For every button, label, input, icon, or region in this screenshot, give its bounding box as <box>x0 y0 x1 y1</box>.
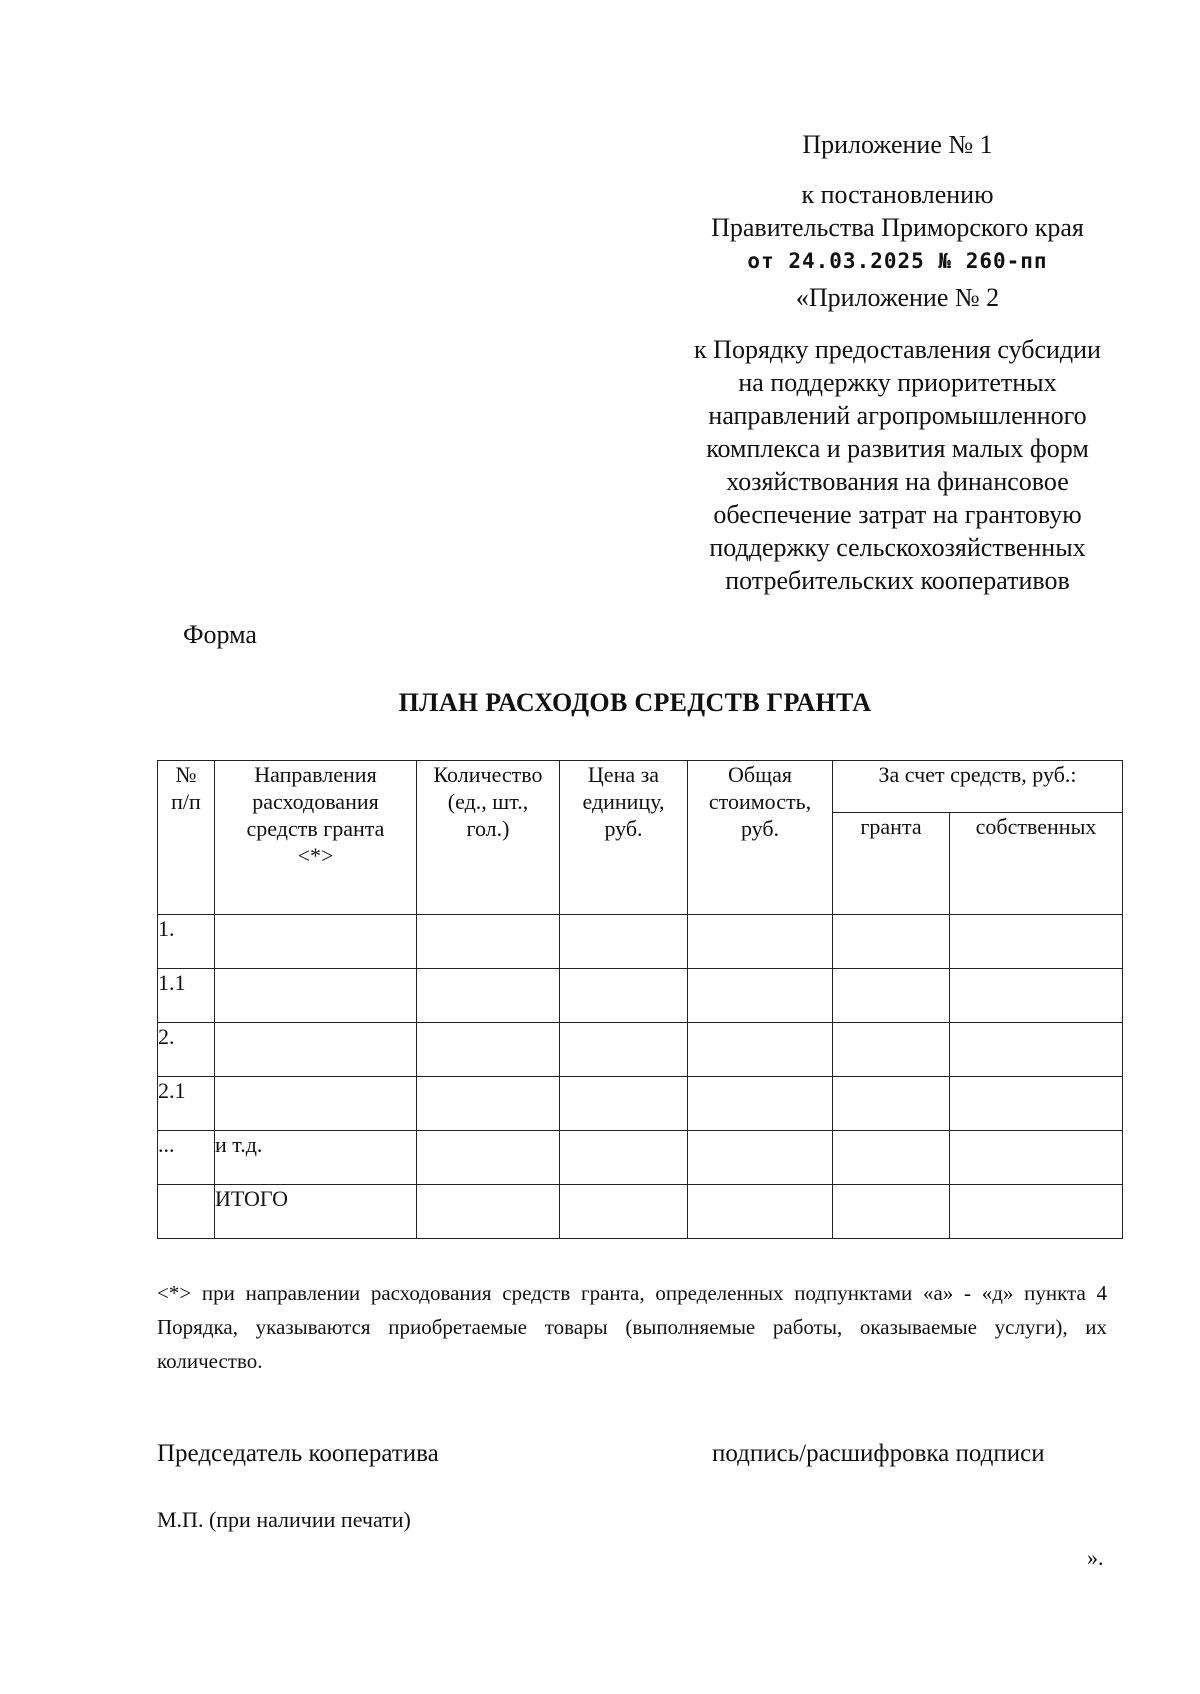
closing-quote: ». <box>1087 1545 1104 1570</box>
table-row <box>158 969 1123 1023</box>
procedure-line: обеспечение затрат на грантовую <box>713 500 1082 529</box>
to-resolution: к постановлению <box>801 180 994 209</box>
row-num: 1. <box>158 915 215 969</box>
row-unit-price[interactable] <box>560 1131 688 1185</box>
table-row <box>158 915 1123 969</box>
row-total-cost[interactable] <box>688 969 833 1023</box>
row-grant[interactable] <box>833 915 950 969</box>
row-own[interactable] <box>950 969 1123 1023</box>
header-direction: Направления расходования средств гранта <*> <box>215 761 417 915</box>
row-quantity[interactable] <box>417 969 560 1023</box>
header-own: собственных <box>950 813 1123 915</box>
row-unit-price[interactable] <box>560 915 688 969</box>
table-row <box>158 1077 1123 1131</box>
resolution-date-number: от 24.03.2025 № 260-пп <box>747 249 1048 273</box>
row-direction[interactable] <box>215 969 417 1023</box>
row-unit-price[interactable] <box>560 1077 688 1131</box>
row-quantity[interactable] <box>417 1131 560 1185</box>
row-total-cost[interactable] <box>688 1023 833 1077</box>
expense-plan-table <box>157 760 1123 1239</box>
row-direction: ИТОГО <box>215 1185 417 1239</box>
row-quantity[interactable] <box>417 1185 560 1239</box>
procedure-line: хозяйствования на финансовое <box>726 467 1069 496</box>
header-num: № п/п <box>158 761 215 915</box>
government-name: Правительства Приморского края <box>711 213 1084 242</box>
table-header-row <box>158 761 1123 813</box>
procedure-line: на поддержку приоритетных <box>738 368 1057 397</box>
row-own[interactable] <box>950 1185 1123 1239</box>
header-grant: гранта <box>833 813 950 915</box>
procedure-line: направлений агропромышленного <box>708 401 1087 430</box>
footnote: <*> при направлении расходования средств гранта, определенных подпунктами «а» - «д» пункта 4 Порядка, указываются приобретаемые товары (выполняемые работы, оказываемые услуги), их количество. <box>157 1281 1107 1373</box>
procedure-line: к Порядку предоставления субсидии <box>694 335 1101 364</box>
row-num: 1.1 <box>158 969 215 1023</box>
row-unit-price[interactable] <box>560 1023 688 1077</box>
procedure-line: потребительских кооперативов <box>725 566 1070 595</box>
procedure-line: поддержку сельскохозяйственных <box>709 533 1086 562</box>
row-own[interactable] <box>950 1131 1123 1185</box>
row-num: ... <box>158 1131 215 1185</box>
row-num: 2. <box>158 1023 215 1077</box>
table-row <box>158 1023 1123 1077</box>
row-grant[interactable] <box>833 1077 950 1131</box>
row-unit-price[interactable] <box>560 969 688 1023</box>
procedure-reference <box>615 333 1180 597</box>
header-total-cost: Общая стоимость, руб. <box>688 761 833 915</box>
seal-label: М.П. (при наличии печати) <box>157 1507 411 1532</box>
row-grant[interactable] <box>833 969 950 1023</box>
row-quantity[interactable] <box>417 915 560 969</box>
header-unit-price: Цена за единицу, руб. <box>560 761 688 915</box>
row-own[interactable] <box>950 1023 1123 1077</box>
row-total-cost[interactable] <box>688 1185 833 1239</box>
row-direction[interactable] <box>215 915 417 969</box>
procedure-line: комплекса и развития малых форм <box>706 434 1089 463</box>
row-total-cost[interactable] <box>688 915 833 969</box>
row-own[interactable] <box>950 1077 1123 1131</box>
header-funding: За счет средств, руб.: <box>833 761 1123 813</box>
row-num <box>158 1185 215 1239</box>
appendix-title: Приложение № 1 <box>802 130 993 159</box>
row-own[interactable] <box>950 915 1123 969</box>
row-direction[interactable] <box>215 1077 417 1131</box>
row-num: 2.1 <box>158 1077 215 1131</box>
table-row <box>158 1131 1123 1185</box>
row-direction[interactable] <box>215 1023 417 1077</box>
row-grant[interactable] <box>833 1131 950 1185</box>
row-total-cost[interactable] <box>688 1131 833 1185</box>
chairman-label: Председатель кооператива <box>157 1440 439 1467</box>
row-quantity[interactable] <box>417 1077 560 1131</box>
row-unit-price[interactable] <box>560 1185 688 1239</box>
row-total-cost[interactable] <box>688 1077 833 1131</box>
signature-label: подпись/расшифровка подписи <box>712 1440 1045 1467</box>
form-label: Форма <box>183 620 257 649</box>
row-grant[interactable] <box>833 1023 950 1077</box>
document-title: ПЛАН РАСХОДОВ СРЕДСТВ ГРАНТА <box>398 688 872 717</box>
header-quantity: Количество (ед., шт., гол.) <box>417 761 560 915</box>
quoted-appendix: «Приложение № 2 <box>795 283 1000 312</box>
table-total-row <box>158 1185 1123 1239</box>
row-quantity[interactable] <box>417 1023 560 1077</box>
row-direction[interactable]: и т.д. <box>215 1131 417 1185</box>
row-grant[interactable] <box>833 1185 950 1239</box>
